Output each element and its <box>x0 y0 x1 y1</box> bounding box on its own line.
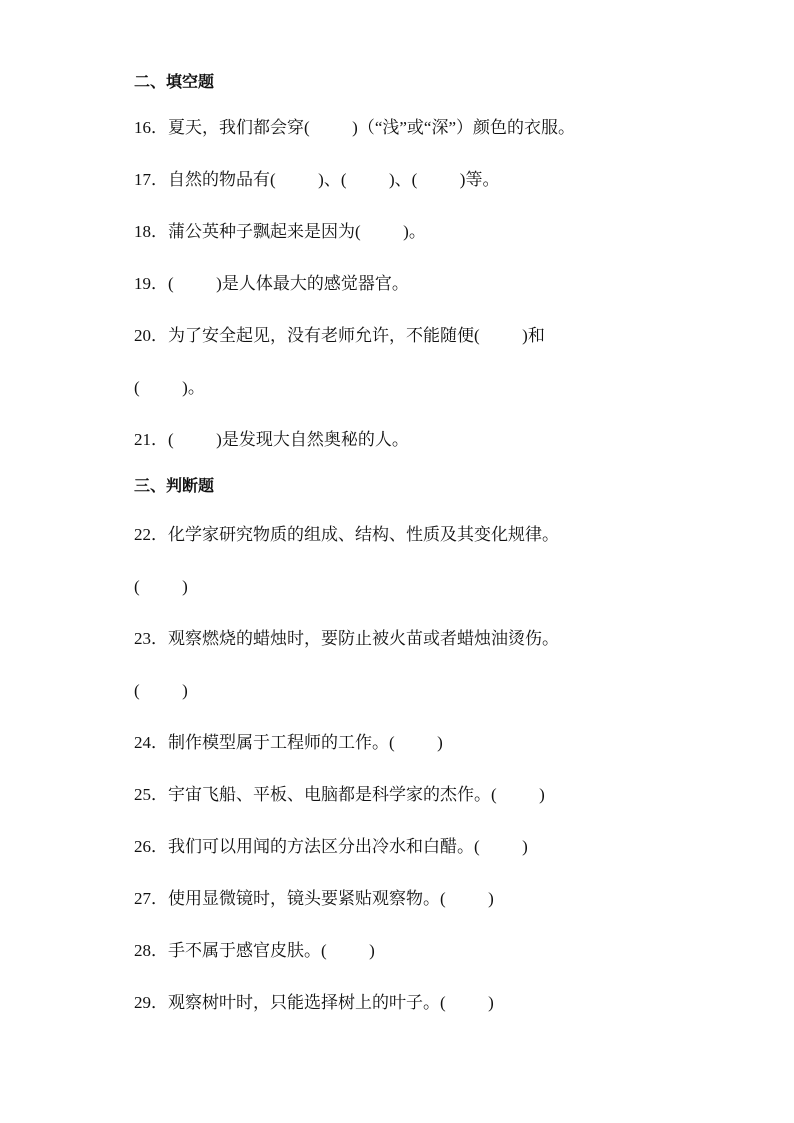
question-24: 24．制作模型属于工程师的工作。( ) <box>134 733 443 752</box>
question-25: 25．宇宙飞船、平板、电脑都是科学家的杰作。( ) <box>134 785 545 804</box>
question-16: 16．夏天，我们都会穿( )（“浅”或“深”）颜色的衣服。 <box>134 118 576 137</box>
question-19: 19．( )是人体最大的感觉器官。 <box>134 274 409 293</box>
question-18: 18．蒲公英种子飘起来是因为( )。 <box>134 222 426 241</box>
question-27: 27．使用显微镜时，镜头要紧贴观察物。( ) <box>134 889 494 908</box>
section-title-true-false: 三、判断题 <box>134 476 215 495</box>
question-20-continuation: ( )。 <box>134 378 205 397</box>
question-22: 22．化学家研究物质的组成、结构、性质及其变化规律。 <box>134 525 559 544</box>
question-23-answer: ( ) <box>134 681 188 700</box>
question-28: 28．手不属于感官皮肤。( ) <box>134 941 375 960</box>
question-26: 26．我们可以用闻的方法区分出冷水和白醋。( ) <box>134 837 528 856</box>
question-23: 23．观察燃烧的蜡烛时，要防止被火苗或者蜡烛油烫伤。 <box>134 629 559 648</box>
section-title-fill-in: 二、填空题 <box>134 72 215 91</box>
question-29: 29．观察树叶时，只能选择树上的叶子。( ) <box>134 993 494 1012</box>
question-17: 17．自然的物品有( )、( )、( )等。 <box>134 170 500 189</box>
question-22-answer: ( ) <box>134 577 188 596</box>
question-21: 21．( )是发现大自然奥秘的人。 <box>134 430 409 449</box>
question-20: 20．为了安全起见，没有老师允许，不能随便( )和 <box>134 326 545 345</box>
